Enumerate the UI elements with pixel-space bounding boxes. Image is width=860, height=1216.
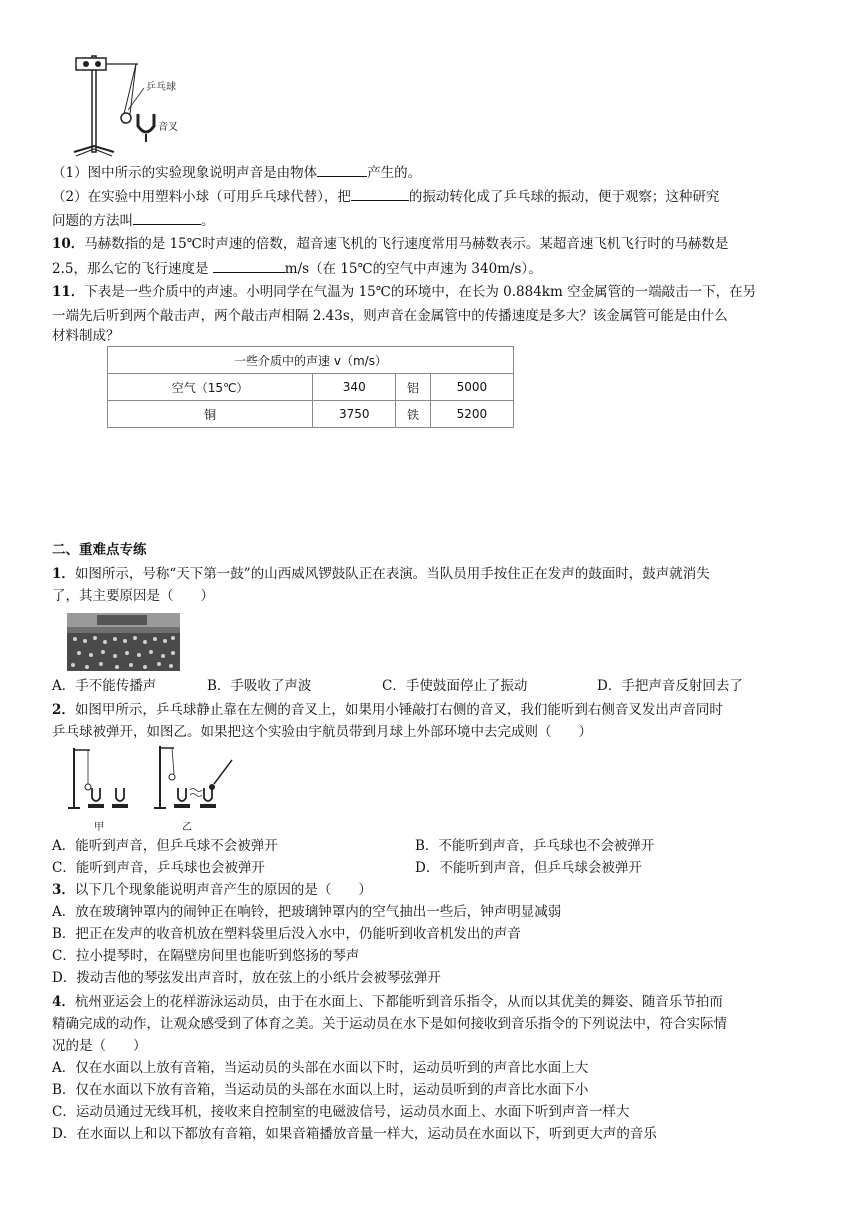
table-cell: 铜 xyxy=(108,401,313,428)
text: （2）在实验中用塑料小球（可用乒乓球代替），把 xyxy=(52,189,351,205)
question-number: 1． xyxy=(52,566,75,582)
option-c[interactable]: C．拉小提琴时，在隔壁房间里也能听到悠扬的琴声 xyxy=(52,948,360,964)
table-row xyxy=(108,401,514,428)
option-d[interactable]: D．在水面以上和以下都放有音箱，如果音箱播放音量一样大，运动员在水面以下，听到更大声的音乐 xyxy=(52,1126,657,1142)
option-d[interactable]: D．不能听到声音，但乒乓球会被弹开 xyxy=(415,860,642,876)
answer-blank[interactable] xyxy=(351,186,409,201)
problem-1 xyxy=(52,564,710,584)
drum-team-photo xyxy=(67,613,180,671)
option-b[interactable]: B．不能听到声音，乒乓球也不会被弹开 xyxy=(415,838,655,854)
table-cell: 5200 xyxy=(430,401,513,428)
answer-blank[interactable] xyxy=(133,210,201,225)
text: 马赫数指的是 15℃时声速的倍数，超音速飞机的飞行速度常用马赫数表示。某超音速飞机飞行时的马赫数是 xyxy=(84,236,729,252)
text: 材料制成？ xyxy=(52,328,120,344)
text: 2.5，那么它的飞行速度是 xyxy=(52,261,213,277)
option-b[interactable]: B．把正在发声的收音机放在塑料袋里后没入水中，仍能听到收音机发出的声音 xyxy=(52,926,521,942)
problem-2 xyxy=(52,700,723,720)
question-number: 4． xyxy=(52,994,75,1010)
option-c[interactable]: C．能听到声音，乒乓球也会被弹开 xyxy=(52,860,265,876)
answer-blank[interactable] xyxy=(213,258,285,273)
option-a[interactable]: A．仅在水面以上放有音箱，当运动员的头部在水面以下时，运动员听到的声音比水面上大 xyxy=(52,1060,589,1076)
question-11-cont2 xyxy=(52,326,120,346)
question-number: 3． xyxy=(52,882,75,898)
tuning-fork-label: 音叉 xyxy=(158,122,178,133)
text: 如图所示，号称“天下第一鼓”的山西威风锣鼓队正在表演。当队员用手按住正在发声的鼓面时，鼓声就消失 xyxy=(74,566,710,582)
problem-4-cont: 精确完成的动作，让观众感受到了体育之美。关于运动员在水下是如何接收到音乐指令的下列说法中，符合实际情 xyxy=(52,1016,727,1032)
question-part-1 xyxy=(52,162,421,183)
table-row xyxy=(108,374,514,401)
sound-speed-table xyxy=(107,346,514,428)
table-cell: 5000 xyxy=(430,374,513,401)
table-cell: 铁 xyxy=(396,401,430,428)
question-number: 2． xyxy=(52,702,75,718)
question-11-cont xyxy=(52,306,728,326)
problem-2-cont xyxy=(52,722,592,742)
problem-4 xyxy=(52,992,723,1012)
table-cell: 铝 xyxy=(396,374,430,401)
text: 。 xyxy=(201,213,215,229)
figure-yi-label: 乙 xyxy=(182,822,192,833)
option-c[interactable]: C．手使鼓面停止了振动 xyxy=(382,678,528,694)
text: m/s（在 15℃的空气中声速为 340m/s）。 xyxy=(284,261,542,277)
figure-jia-label: 甲 xyxy=(94,822,104,833)
question-10 xyxy=(52,234,728,254)
text: 杭州亚运会上的花样游泳运动员，由于在水面上、下都能听到音乐指令，从而以其优美的舞姿、随音乐节拍而 xyxy=(74,994,723,1010)
text: （1）图中所示的实验现象说明声音是由物体 xyxy=(52,165,318,181)
question-part-2 xyxy=(52,186,719,207)
text: 的振动转化成了乒乓球的振动，便于观察；这种研究 xyxy=(408,189,720,205)
option-a[interactable]: A．放在玻璃钟罩内的闹钟正在响铃，把玻璃钟罩内的空气抽出一些后，钟声明显减弱 xyxy=(52,904,562,920)
question-11 xyxy=(52,282,756,302)
option-c[interactable]: C．运动员通过无线耳机，接收来自控制室的电磁波信号，运动员水面上、水面下听到声音一样大 xyxy=(52,1104,630,1120)
text: 产生的。 xyxy=(367,165,422,181)
text: 如图甲所示，乒乓球静止靠在左侧的音叉上，如果用小锤敲打右侧的音叉，我们能听到右侧音叉发出声音同时 xyxy=(74,702,723,718)
option-a[interactable]: A．能听到声音，但乒乓球不会被弹开 xyxy=(52,838,278,854)
text: 下表是一些介质中的声速。小明同学在气温为 15℃的环境中，在长为 0.884km 空金属管的一端敲击一下，在另 xyxy=(84,284,757,300)
option-a[interactable]: A．手不能传播声 xyxy=(52,678,157,694)
pingpong-label: 乒乓球 xyxy=(146,82,176,93)
option-d[interactable]: D．手把声音反射回去了 xyxy=(597,678,743,694)
answer-blank[interactable] xyxy=(317,162,367,177)
question-part-2-cont xyxy=(52,210,215,231)
table-cell: 空气（15℃） xyxy=(108,374,313,401)
problem-1-cont xyxy=(52,586,214,606)
problem-3 xyxy=(52,880,372,900)
section-title: 二、重难点专练 xyxy=(52,542,147,558)
problem-4-cont2: 况的是（ ） xyxy=(52,1038,147,1054)
option-b[interactable]: B．仅在水面以下放有音箱，当运动员的头部在水面以上时，运动员听到的声音比水面下小 xyxy=(52,1082,589,1098)
table-cell: 3750 xyxy=(313,401,396,428)
option-b[interactable]: B．手吸收了声波 xyxy=(207,678,312,694)
tuning-fork-jia-yi-figure xyxy=(64,744,244,818)
text: 一端先后听到两个敲击声，两个敲击声相隔 2.43s，则声音在金属管中的传播速度是多大？该金属管可能是由什么 xyxy=(52,308,728,324)
question-10-cont xyxy=(52,258,542,279)
option-d[interactable]: D．拨动吉他的琴弦发出声音时，放在弦上的小纸片会被琴弦弹开 xyxy=(52,970,441,986)
table-title: 一些介质中的声速 v（m/s） xyxy=(108,347,514,374)
table-cell: 340 xyxy=(313,374,396,401)
question-number: 10． xyxy=(52,236,85,252)
question-number: 11． xyxy=(52,284,85,300)
text: 以下几个现象能说明声音产生的原因的是（ ） xyxy=(74,882,372,898)
text: 了，其主要原因是（ ） xyxy=(52,588,214,604)
text: 问题的方法叫 xyxy=(52,213,133,229)
tuning-fork-experiment-figure xyxy=(66,52,196,162)
text: 乒乓球被弹开，如图乙。如果把这个实验由宇航员带到月球上外部环境中去完成则（ ） xyxy=(52,724,592,740)
